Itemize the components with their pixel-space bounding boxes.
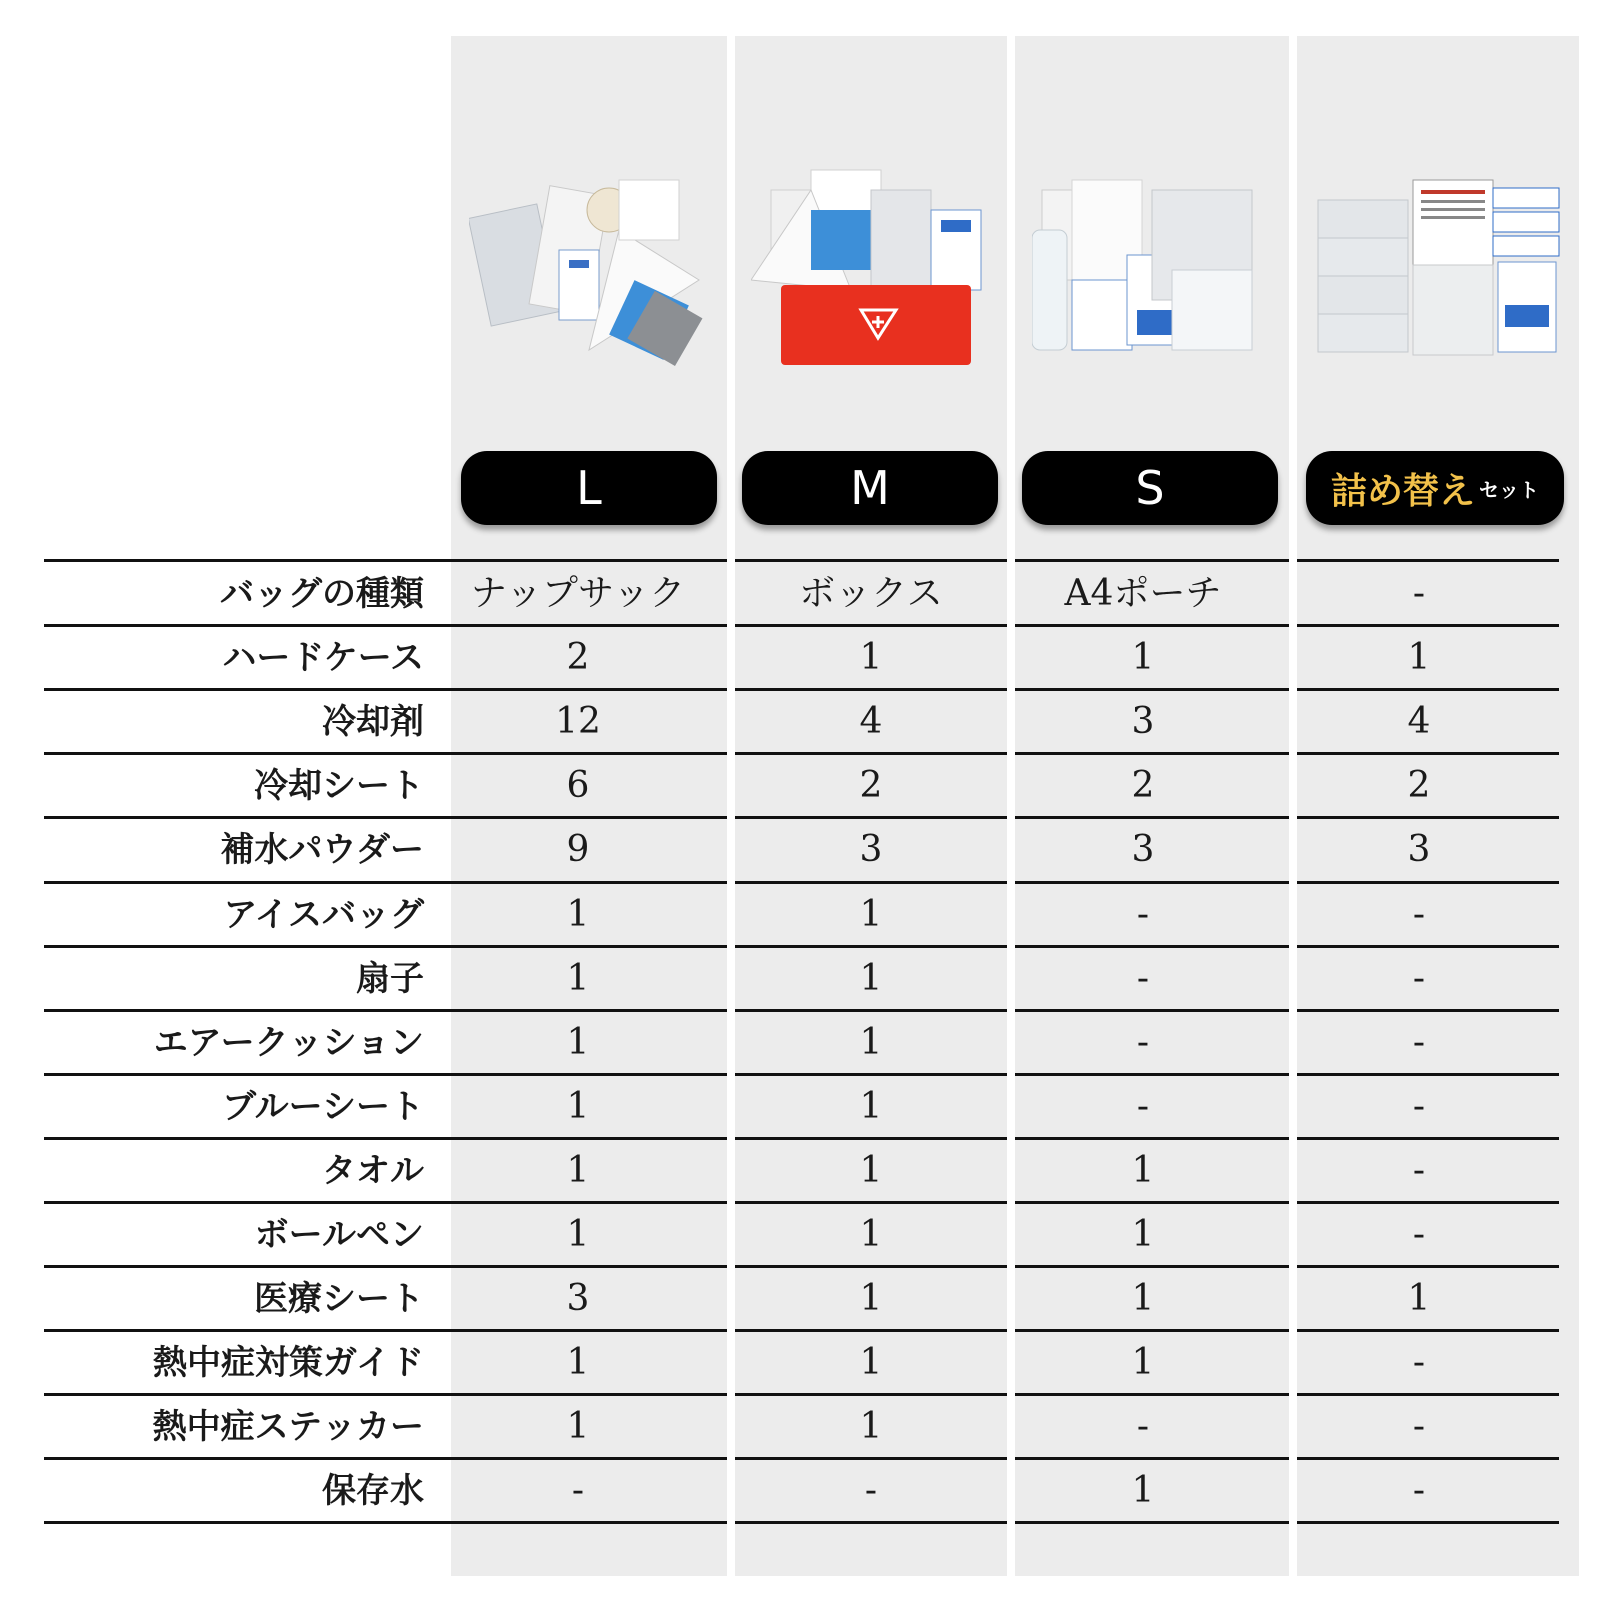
table-cell: 1 [566, 1342, 590, 1383]
table-cell: - [1412, 1342, 1426, 1383]
table-cell: 12 [555, 701, 601, 742]
table-cell: - [1136, 894, 1150, 935]
row-label: ボールペン [254, 1215, 424, 1255]
table-cell: 9 [566, 829, 590, 870]
row-label: タオル [322, 1151, 424, 1191]
table-divider [44, 1521, 727, 1524]
table-cell: 1 [859, 1086, 883, 1127]
row-label: エアークッション [153, 1023, 424, 1063]
table-cell: 3 [1131, 701, 1155, 742]
table-cell: ナップサック [470, 573, 686, 614]
table-cell: 1 [566, 894, 590, 935]
table-cell: 3 [566, 1278, 590, 1319]
table-cell: - [864, 1470, 878, 1511]
table-cell: 1 [859, 1022, 883, 1063]
refill-label: 詰め替え [1330, 470, 1475, 512]
table-cell: - [1136, 1406, 1150, 1447]
refill-suffix: セット [1479, 477, 1539, 502]
table-cell: 1 [1131, 1470, 1155, 1511]
table-cell: 1 [1131, 637, 1155, 678]
table-cell: 1 [566, 1406, 590, 1447]
row-label: 扇子 [356, 959, 424, 999]
table-cell: 1 [859, 1150, 883, 1191]
table-cell: 1 [1131, 1278, 1155, 1319]
table-cell: 1 [566, 1022, 590, 1063]
table-cell: 1 [566, 1086, 590, 1127]
table-cell: - [571, 1470, 585, 1511]
table-cell: 2 [1131, 765, 1155, 806]
row-label: 冷却剤 [322, 702, 424, 742]
table-cell: 2 [566, 637, 590, 678]
table-cell: - [1412, 1086, 1426, 1127]
row-label: 医療シート [254, 1279, 424, 1319]
table-cell: 3 [859, 829, 883, 870]
table-cell: - [1412, 1406, 1426, 1447]
table-cell: 1 [566, 1150, 590, 1191]
table-cell: - [1412, 1150, 1426, 1191]
row-label: アイスバッグ [223, 895, 424, 935]
table-cell: 1 [566, 958, 590, 999]
row-label: 補水パウダー [220, 830, 424, 870]
product-l-pill: L [461, 451, 717, 525]
table-cell: 4 [1407, 701, 1431, 742]
table-cell: 2 [1407, 765, 1431, 806]
table-cell: 1 [1131, 1150, 1155, 1191]
table-cell: A4ポーチ [1064, 573, 1222, 614]
table-cell: - [1412, 1470, 1426, 1511]
table-cell: 1 [1131, 1342, 1155, 1383]
table-cell: 1 [859, 1406, 883, 1447]
table-cell: - [1412, 573, 1426, 614]
table-cell: 1 [859, 1278, 883, 1319]
table-cell: ボックス [799, 573, 943, 614]
row-label: 熱中症対策ガイド [153, 1343, 424, 1383]
table-cell: - [1136, 958, 1150, 999]
table-cell: 1 [859, 1214, 883, 1255]
row-label: 保存水 [322, 1471, 424, 1511]
table-cell: 1 [1131, 1214, 1155, 1255]
product-refill-pill [1306, 451, 1564, 525]
product-m-pill: M [742, 451, 998, 525]
table-cell: 6 [566, 765, 590, 806]
table-cell: 1 [859, 894, 883, 935]
table-cell: 4 [859, 701, 883, 742]
table-cell: 1 [1407, 1278, 1431, 1319]
table-cell: - [1412, 958, 1426, 999]
table-cell: - [1136, 1022, 1150, 1063]
row-label: ブルーシート [222, 1087, 424, 1127]
row-label: ハードケース [222, 638, 424, 678]
table-cell: - [1412, 1214, 1426, 1255]
table-cell: 2 [859, 765, 883, 806]
kit-l-icon [461, 150, 717, 380]
table-divider [1297, 1521, 1559, 1524]
row-label: バッグの種類 [220, 574, 424, 614]
table-divider [735, 1521, 1007, 1524]
table-cell: 1 [859, 637, 883, 678]
kit-s-icon [1025, 150, 1279, 380]
product-s-pill: S [1022, 451, 1278, 525]
table-cell: - [1412, 1022, 1426, 1063]
row-label: 熱中症ステッカー [152, 1407, 424, 1447]
refill-set-icon [1307, 150, 1569, 380]
table-cell: 3 [1407, 829, 1431, 870]
row-label: 冷却シート [254, 766, 424, 806]
table-cell: 1 [1407, 637, 1431, 678]
table-cell: 1 [859, 1342, 883, 1383]
table-cell: - [1136, 1086, 1150, 1127]
kit-m-icon [745, 150, 997, 380]
table-cell: 3 [1131, 829, 1155, 870]
table-cell: - [1412, 894, 1426, 935]
table-divider [1015, 1521, 1289, 1524]
table-cell: 1 [566, 1214, 590, 1255]
table-cell: 1 [859, 958, 883, 999]
